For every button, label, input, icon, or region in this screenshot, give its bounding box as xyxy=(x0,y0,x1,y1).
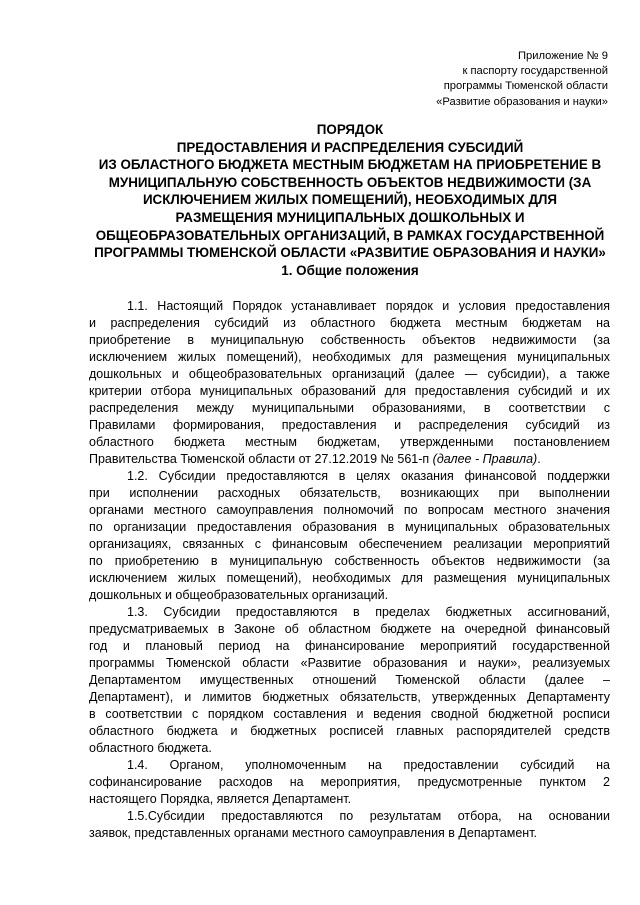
appendix-line: Приложение № 9 xyxy=(517,50,608,62)
paragraph-line: организациях, связанных с финансовым обеспечением реализации мероприятий xyxy=(89,537,610,551)
paragraph-line: областного бюджета местным бюджетам, утвержденными постановлением xyxy=(89,435,610,449)
paragraph-line: предусматриваемых в Законе об областном бюджете на очередной финансовый xyxy=(89,622,610,636)
paragraph-line: 1.1. Настоящий Порядок устанавливает порядок и условия предоставления xyxy=(127,299,610,313)
appendix-line: программы Тюменской области xyxy=(443,80,608,93)
paragraph-line: 1.3. Субсидии предоставляются в пределах бюджетных ассигнований, xyxy=(127,605,610,619)
paragraph-line: по приобретению в муниципальную собственность объектов недвижимости (за xyxy=(89,554,610,568)
paragraph-line: по организации предоставления образования в муниципальных образовательных xyxy=(89,520,610,534)
title-line: ОБЩЕОБРАЗОВАТЕЛЬНЫХ ОРГАНИЗАЦИЙ, В РАМКАХ ГОСУДАРСТВЕННОЙ xyxy=(95,227,605,243)
title-line: ИСКЛЮЧЕНИЕМ ЖИЛЫХ ПОМЕЩЕНИЙ), НЕОБХОДИМЫХ ДЛЯ xyxy=(142,192,558,208)
paragraph-line xyxy=(89,451,610,468)
paragraph-line: Департамент), и лимитов бюджетных обязательств, утвержденных Департаменту xyxy=(89,690,610,704)
paragraph-line: 1.4. Органом, уполномоченным на предоставлении субсидий на xyxy=(127,758,610,772)
paragraph-1-5 xyxy=(89,808,610,842)
title-line: ПРОГРАММЫ ТЮМЕНСКОЙ ОБЛАСТИ «РАЗВИТИЕ ОБРАЗОВАНИЯ И НАУКИ» xyxy=(94,245,606,261)
paragraph-1-4 xyxy=(89,757,610,808)
paragraph-line: софинансирование расходов на мероприятия, предусмотренные пунктом 2 xyxy=(89,775,610,789)
paragraph-line: органами местного самоуправления полномочий по вопросам местного значения xyxy=(89,503,610,517)
appendix-line: «Развитие образования и науки» xyxy=(436,95,608,108)
appendix-note xyxy=(378,49,608,110)
paragraph-line: 1.5.Субсидии предоставляются по результатам отбора, на основании xyxy=(127,809,610,823)
paragraph-text: Правительства Тюменской области от 27.12.2019 № 561-п xyxy=(89,452,433,466)
paragraph-line: 1.2. Субсидии предоставляются в целях оказания финансовой поддержки xyxy=(127,469,610,483)
paragraph-line: приобретение в муниципальную собственность объектов недвижимости (за xyxy=(89,333,610,347)
paragraph-line: распределения между муниципальными образованиями, в соответствии с xyxy=(89,401,610,415)
paragraph-line: и распределения субсидий из областного бюджета местным бюджетам на xyxy=(89,316,610,330)
paragraph-line: при исполнении расходных обязательств, возникающих при выполнении xyxy=(89,486,610,500)
document-body xyxy=(89,298,610,842)
paragraph-text: . xyxy=(537,452,541,466)
paragraph-line: заявок, представленных органами местного самоуправления в Департамент. xyxy=(89,826,538,840)
paragraph-line: настоящего Порядка, является Департамент. xyxy=(89,792,352,806)
appendix-line: к паспорту государственной xyxy=(462,65,608,78)
section-heading: 1. Общие положения xyxy=(281,262,419,278)
paragraph-line: дошкольных и общеобразовательных организаций. xyxy=(89,588,389,602)
title-line: ИЗ ОБЛАСТНОГО БЮДЖЕТА МЕСТНЫМ БЮДЖЕТАМ НА ПРИОБРЕТЕНИЕ В xyxy=(98,157,602,173)
paragraph-1-1 xyxy=(89,298,610,468)
title-line: МУНИЦИПАЛЬНУЮ СОБСТВЕННОСТЬ ОБЪЕКТОВ НЕДВИЖИМОСТИ (ЗА xyxy=(108,174,592,190)
paragraph-line: критерии отбора муниципальных образований для предоставления субсидий и их xyxy=(89,384,610,398)
paragraph-line: дошкольных и общеобразовательных организаций (далее — субсидии), а также xyxy=(89,367,610,381)
paragraph-1-2 xyxy=(89,468,610,604)
paragraph-line: исключением жилых помещений), необходимых для размещения муниципальных xyxy=(89,350,610,364)
paragraph-line: областного бюджета и бюджетных росписей главных распорядителей средств xyxy=(89,724,610,738)
paragraph-line: программы Тюменской области «Развитие образования и науки», реализуемых xyxy=(89,656,610,670)
paragraph-line: в соответствии с порядком составления и ведения сводной бюджетной росписи xyxy=(89,707,610,721)
paragraph-line: исключением жилых помещений), необходимых для размещения муниципальных xyxy=(89,571,610,585)
title-line: РАЗМЕЩЕНИЯ МУНИЦИПАЛЬНЫХ ДОШКОЛЬНЫХ И xyxy=(175,209,525,225)
paragraph-line: областного бюджета. xyxy=(89,741,212,755)
paragraph-line: год и плановый период на финансирование мероприятий государственной xyxy=(89,639,610,653)
abbreviation-note: (далее - Правила) xyxy=(432,452,538,466)
title-line: ПОРЯДОК xyxy=(316,122,384,137)
document-title xyxy=(60,121,640,279)
title-line: ПРЕДОСТАВЛЕНИЯ И РАСПРЕДЕЛЕНИЯ СУБСИДИЙ xyxy=(176,139,524,155)
paragraph-line: Правилами формирования, предоставления и распределения субсидий из xyxy=(89,418,610,432)
paragraph-1-3 xyxy=(89,604,610,757)
paragraph-line: Департаментом имущественных отношений Тюменской области (далее – xyxy=(89,673,610,687)
